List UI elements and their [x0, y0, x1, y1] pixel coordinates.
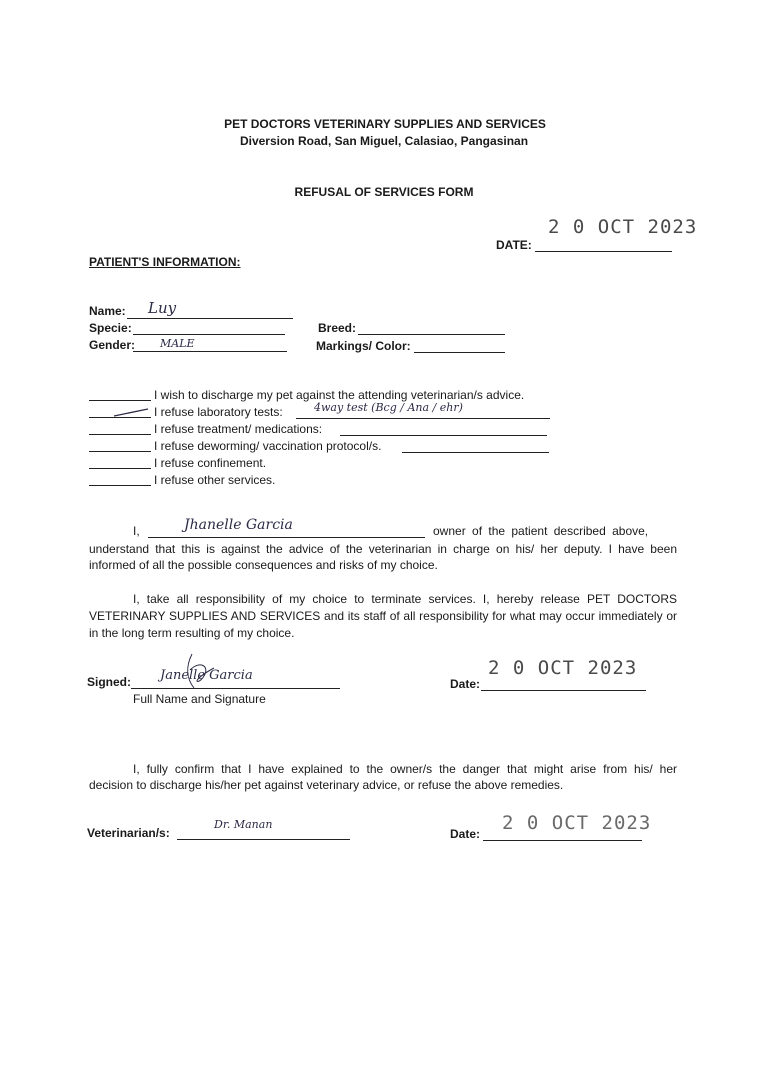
- option-blank-discharge[interactable]: [89, 400, 151, 401]
- check-mark-icon: [112, 406, 152, 418]
- veterinarian-value: Dr. Manan: [214, 818, 273, 831]
- gender-label: Gender:: [89, 338, 136, 352]
- veterinarian-field[interactable]: [177, 839, 350, 840]
- veterinarian-date-stamp: 2 0 OCT 2023: [502, 812, 652, 834]
- owner-name-value: Jhanelle Garcia: [184, 517, 293, 533]
- signature-caption: Full Name and Signature: [133, 692, 266, 706]
- statement-line3: informed of all the possible consequences and risks of my choice.: [89, 558, 438, 572]
- statement-line2: understand that this is against the advice of the veterinarian in charge on his/ her deputy. I have been: [89, 542, 677, 556]
- release-line2: VETERINARY SUPPLIES AND SERVICES and its staff of all responsibility for what may occur immediately or: [89, 609, 677, 623]
- veterinarian-label: Veterinarian/s:: [87, 826, 170, 840]
- form-title: REFUSAL OF SERVICES FORM: [294, 185, 474, 199]
- lab-tests-detail-field[interactable]: [296, 418, 550, 419]
- option-treatment-text: I refuse treatment/ medications:: [154, 422, 323, 436]
- markings-label: Markings/ Color:: [316, 339, 411, 353]
- breed-field[interactable]: [358, 334, 505, 335]
- signed-date-label: Date:: [450, 677, 481, 691]
- markings-field[interactable]: [414, 352, 505, 353]
- option-blank-confinement[interactable]: [89, 468, 151, 469]
- specie-field[interactable]: [133, 334, 285, 335]
- owner-name-field[interactable]: [148, 537, 425, 538]
- treatment-detail-field[interactable]: [340, 435, 547, 436]
- statement-i: I,: [133, 524, 140, 538]
- confirm-line1: I, fully confirm that I have explained to the owner/s the danger that might arise from his/ her: [133, 762, 677, 776]
- gender-field[interactable]: [133, 351, 287, 352]
- release-line1: I, take all responsibility of my choice to terminate services. I, hereby release PET DOCTORS: [133, 592, 677, 606]
- option-lab-tests-text: I refuse laboratory tests:: [154, 405, 283, 419]
- name-label: Name:: [89, 304, 126, 318]
- veterinarian-date-field[interactable]: [483, 840, 642, 841]
- gender-value: MALE: [160, 337, 195, 350]
- option-blank-deworming[interactable]: [89, 451, 151, 452]
- specie-label: Specie:: [89, 321, 132, 335]
- release-line3: in the long term resulting of my choice.: [89, 626, 295, 640]
- signed-date-stamp: 2 0 OCT 2023: [488, 657, 638, 679]
- name-field[interactable]: [127, 318, 293, 319]
- option-confinement-text: I refuse confinement.: [154, 456, 267, 470]
- date-label-top: DATE:: [496, 238, 532, 252]
- option-blank-treatment[interactable]: [89, 434, 151, 435]
- signature-scribble: [180, 652, 220, 692]
- option-deworming-text: I refuse deworming/ vaccination protocol/s.: [154, 439, 382, 453]
- statement-line1-end: owner of the patient described above,: [433, 524, 649, 538]
- company-address: Diversion Road, San Miguel, Calasiao, Pangasinan: [239, 134, 529, 148]
- confirm-line2: decision to discharge his/her pet against veterinary advice, or refuse the above remedies.: [89, 778, 564, 792]
- veterinarian-date-label: Date:: [450, 827, 481, 841]
- patient-info-heading: PATIENT'S INFORMATION:: [89, 255, 241, 269]
- name-value: Luy: [148, 299, 177, 317]
- date-stamp-top: 2 0 OCT 2023: [548, 216, 698, 238]
- option-other-text: I refuse other services.: [154, 473, 276, 487]
- signed-label: Signed:: [87, 675, 131, 689]
- breed-label: Breed:: [318, 321, 357, 335]
- signature-field[interactable]: [131, 688, 340, 689]
- deworming-detail-field[interactable]: [402, 452, 549, 453]
- option-blank-other[interactable]: [89, 485, 151, 486]
- option-discharge-text: I wish to discharge my pet against the attending veterinarian/s advice.: [154, 388, 525, 402]
- company-name: PET DOCTORS VETERINARY SUPPLIES AND SERVICES: [224, 117, 546, 131]
- signature-value: Janelle Garcia: [160, 668, 253, 683]
- lab-tests-detail-value: 4way test (Bcg / Ana / ehr): [314, 401, 463, 414]
- signed-date-field[interactable]: [481, 690, 646, 691]
- date-line-top: [535, 251, 672, 252]
